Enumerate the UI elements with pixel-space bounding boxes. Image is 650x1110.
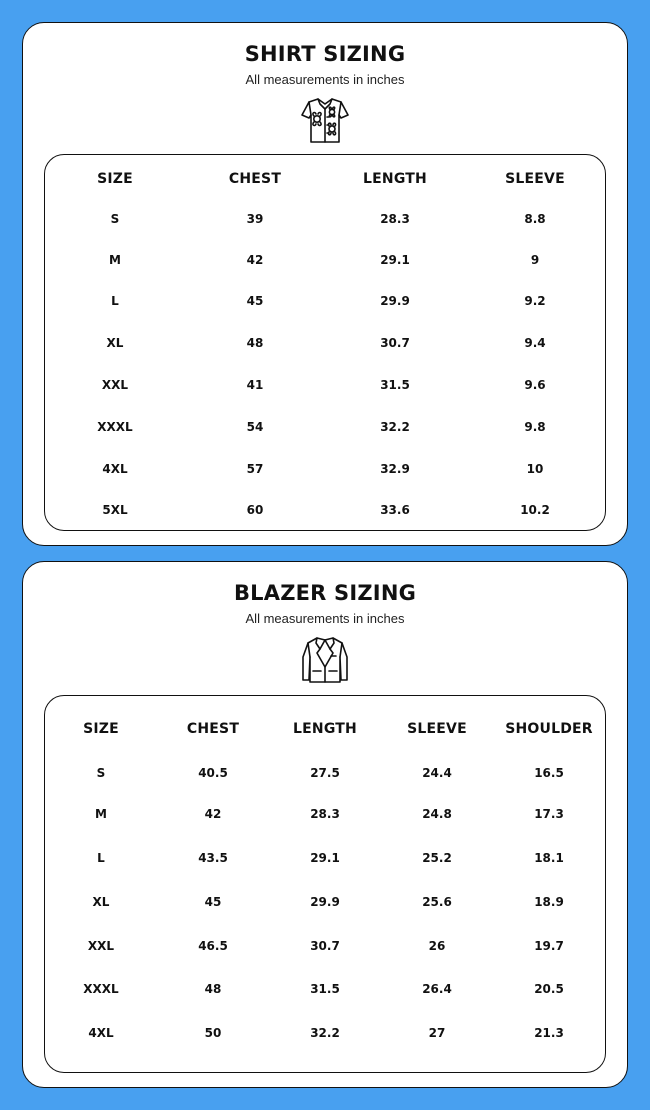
- cell-size: XL: [92, 894, 110, 909]
- cell-sleeve: 26: [428, 938, 446, 953]
- cell-length: 29.9: [310, 894, 340, 909]
- cell-chest: 39: [246, 211, 264, 226]
- shirt-sizing-title: SHIRT SIZING: [244, 42, 406, 66]
- blazer-icon: [300, 635, 350, 685]
- column-header-chest: CHEST: [228, 171, 282, 187]
- cell-sleeve: 9: [530, 252, 540, 267]
- cell-shoulder: 16.5: [534, 765, 564, 780]
- cell-sleeve: 24.4: [422, 765, 452, 780]
- cell-size: S: [96, 765, 106, 780]
- cell-chest: 43.5: [198, 850, 228, 865]
- cell-chest: 50: [204, 1026, 222, 1041]
- table-row: [45, 792, 605, 836]
- table-row: [45, 836, 605, 880]
- column-header-shoulder: SHOULDER: [505, 721, 593, 737]
- table-row: [45, 406, 605, 448]
- cell-sleeve: 8.8: [524, 211, 546, 226]
- table-row: [45, 364, 605, 406]
- cell-chest: 46.5: [198, 938, 228, 953]
- cell-chest: 42: [246, 252, 264, 267]
- column-header-chest: CHEST: [186, 721, 240, 737]
- cell-length: 30.7: [380, 336, 410, 351]
- cell-length: 31.5: [310, 982, 340, 997]
- cell-size: L: [97, 850, 105, 865]
- shirt-icon: [300, 95, 350, 145]
- cell-sleeve: 25.6: [422, 894, 452, 909]
- cell-size: XXL: [87, 938, 115, 953]
- cell-shoulder: 20.5: [534, 982, 564, 997]
- cell-length: 29.9: [380, 294, 410, 309]
- blazer-sizing-subtitle: All measurements in inches: [245, 611, 405, 626]
- table-row: [45, 322, 605, 364]
- cell-chest: 48: [204, 982, 222, 997]
- blazer-sizing-card: [22, 561, 628, 1088]
- cell-size: 4XL: [88, 1026, 114, 1041]
- cell-length: 28.3: [310, 806, 340, 821]
- cell-length: 32.2: [380, 419, 410, 434]
- cell-sleeve: 25.2: [422, 850, 452, 865]
- shirt-sizing-subtitle: All measurements in inches: [245, 72, 405, 87]
- column-header-sleeve: SLEEVE: [505, 171, 565, 187]
- table-header-row: [45, 155, 605, 197]
- table-row: [45, 197, 605, 239]
- cell-size: 5XL: [102, 503, 128, 518]
- cell-shoulder: 17.3: [534, 806, 564, 821]
- cell-chest: 57: [246, 461, 264, 476]
- cell-sleeve: 10.2: [520, 503, 550, 518]
- cell-size: XXXL: [97, 419, 133, 434]
- cell-length: 27.5: [310, 765, 340, 780]
- cell-length: 32.9: [380, 461, 410, 476]
- cell-length: 30.7: [310, 938, 340, 953]
- cell-length: 29.1: [310, 850, 340, 865]
- cell-chest: 48: [246, 336, 264, 351]
- cell-chest: 45: [246, 294, 264, 309]
- cell-shoulder: 18.9: [534, 894, 564, 909]
- column-header-length: LENGTH: [293, 721, 357, 737]
- cell-shoulder: 18.1: [534, 850, 564, 865]
- cell-sleeve: 9.8: [524, 419, 546, 434]
- cell-size: S: [110, 211, 120, 226]
- cell-shoulder: 19.7: [534, 938, 564, 953]
- table-header-row: [45, 696, 605, 748]
- table-row: [45, 448, 605, 490]
- shirt-sizing-card: [22, 22, 628, 546]
- blazer-sizing-title: BLAZER SIZING: [233, 581, 417, 605]
- cell-sleeve: 24.8: [422, 806, 452, 821]
- blazer-size-table: [44, 695, 606, 1073]
- cell-chest: 40.5: [198, 765, 228, 780]
- cell-sleeve: 9.2: [524, 294, 546, 309]
- cell-size: XXXL: [83, 982, 119, 997]
- cell-chest: 60: [246, 503, 264, 518]
- cell-length: 33.6: [380, 503, 410, 518]
- cell-length: 29.1: [380, 252, 410, 267]
- cell-shoulder: 21.3: [534, 1026, 564, 1041]
- cell-chest: 42: [204, 806, 222, 821]
- cell-size: 4XL: [102, 461, 128, 476]
- cell-size: XL: [106, 336, 124, 351]
- cell-sleeve: 26.4: [422, 982, 452, 997]
- column-header-sleeve: SLEEVE: [407, 721, 467, 737]
- cell-chest: 45: [204, 894, 222, 909]
- cell-sleeve: 27: [428, 1026, 446, 1041]
- column-header-size: SIZE: [97, 171, 133, 187]
- table-row: [45, 490, 605, 532]
- column-header-size: SIZE: [83, 721, 119, 737]
- table-row: [45, 880, 605, 924]
- cell-length: 31.5: [380, 378, 410, 393]
- shirt-size-table: [44, 154, 606, 531]
- cell-chest: 54: [246, 419, 264, 434]
- cell-size: M: [95, 806, 107, 821]
- cell-length: 28.3: [380, 211, 410, 226]
- cell-chest: 41: [246, 378, 264, 393]
- table-row: [45, 748, 605, 792]
- column-header-length: LENGTH: [363, 171, 427, 187]
- cell-sleeve: 9.4: [524, 336, 546, 351]
- cell-size: XXL: [101, 378, 129, 393]
- cell-length: 32.2: [310, 1026, 340, 1041]
- cell-sleeve: 9.6: [524, 378, 546, 393]
- cell-size: L: [111, 294, 119, 309]
- table-row: [45, 1011, 605, 1055]
- table-row: [45, 281, 605, 323]
- cell-size: M: [109, 252, 121, 267]
- table-row: [45, 967, 605, 1011]
- table-row: [45, 924, 605, 968]
- cell-sleeve: 10: [526, 461, 544, 476]
- table-row: [45, 239, 605, 281]
